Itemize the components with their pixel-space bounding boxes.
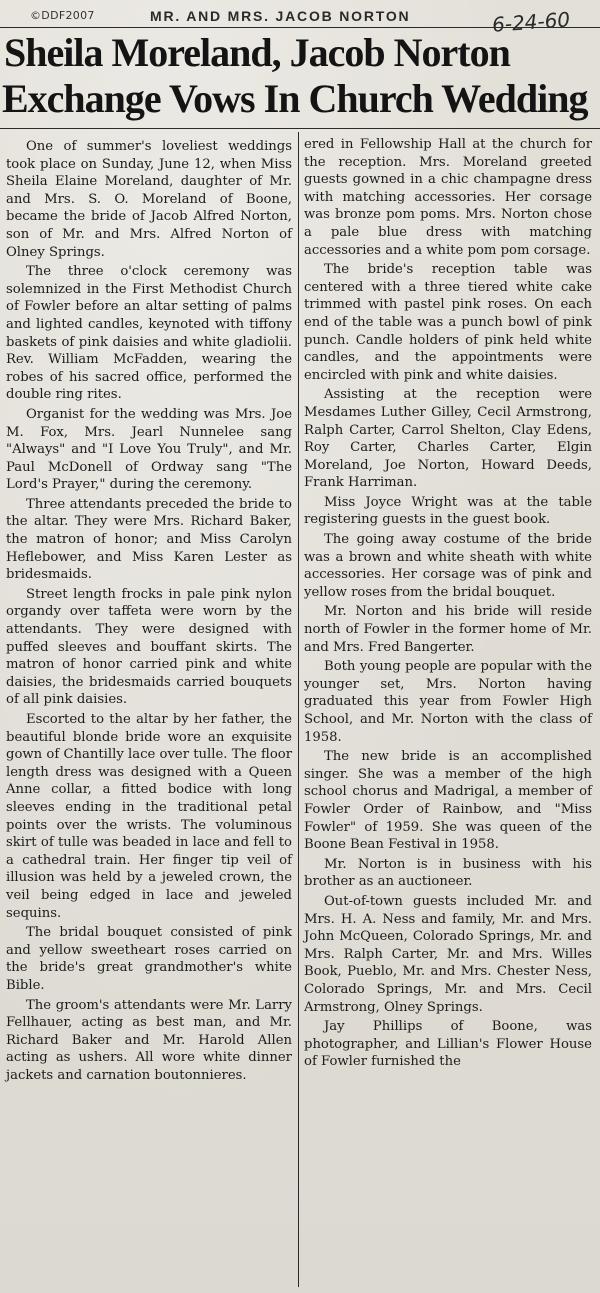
paragraph: The bride's reception table was centered with a three tiered white cake trimmed with pastel pink roses. On each end of the table was a punch bowl of pink punch. Candle holders of pink held white candles, and the appointments were encircled with pink and white daisies. [304, 262, 592, 383]
headline [0, 30, 600, 122]
paragraph: The going away costume of the bride was a brown and white sheath with white accessories. Her corsage was of pink and yellow roses from the bridal bouquet. [304, 532, 592, 600]
column-divider [298, 132, 299, 1287]
paragraph: Mr. Norton is in business with his brother as an auctioneer. [304, 856, 592, 890]
paragraph: The new bride is an accomplished singer. She was a member of the high school chorus and Madrigal, a member of Fowler Order of Rainbow, and "Miss Fowler" of 1959. She was queen of the Boone Bean Festival in 1958. [304, 749, 592, 853]
paragraph: The groom's attendants were Mr. Larry Fellhauer, acting as best man, and Mr. Richard Baker and Mr. Harold Allen acting as ushers. All wore white dinner jackets and carnation boutonnieres. [6, 997, 292, 1083]
copyright-watermark: ©DDF2007 [30, 9, 95, 22]
headline-line-2: Exchange Vows In Church Wedding [2, 76, 588, 121]
paragraph: The three o'clock ceremony was solemnized in the First Methodist Church of Fowler before an altar setting of palms and lighted candles, keynoted with tiffony baskets of pink daisies and white gladiolii. Rev. William McFadden, wearing the robes of his sacred office, performed the double ring rites. [6, 264, 292, 403]
headline-rule [0, 128, 600, 129]
paragraph: Miss Joyce Wright was at the table registering guests in the guest book. [304, 494, 592, 528]
paragraph: Three attendants preceded the bride to the altar. They were Mrs. Richard Baker, the matron of honor; and Miss Carolyn Heflebower, and Miss Karen Lester as bridesmaids. [6, 496, 292, 583]
paragraph: Assisting at the reception were Mesdames Luther Gilley, Cecil Armstrong, Ralph Carter, Carrol Shelton, Clay Edens, Roy Carter, Charles Carter, Elgin Moreland, Joe Norton, Howard Deeds, Frank Harriman. [304, 387, 592, 491]
left-column [6, 136, 292, 1084]
article-kicker: MR. AND MRS. JACOB NORTON [150, 8, 411, 24]
handwritten-date: 6-24-60 [491, 7, 571, 37]
headline-line-1: Sheila Moreland, Jacob Norton [4, 30, 510, 75]
paragraph: Jay Phillips of Boone, was photographer, and Lillian's Flower House of Fowler furnished the [304, 1019, 592, 1070]
continued-paragraph: ered in Fellowship Hall at the church for the reception. Mrs. Moreland greeted guests gowned in a chic champagne dress with matching accessories. Her corsage was bronze pom poms. Mrs. Norton chose a pale blue dress with matching accessories and a white pom pom corsage. [304, 137, 592, 258]
paragraph: Organist for the wedding was Mrs. Joe M. Fox, Mrs. Jearl Nunnelee sang "Always" and "I Love You Truly", and Mr. Paul McDonell of Ordway sang "The Lord's Prayer," during the ceremony. [6, 406, 292, 493]
paragraph: Both young people are popular with the younger set, Mrs. Norton having graduated this year from Fowler High School, and Mr. Norton with the class of 1958. [304, 659, 592, 745]
right-column [304, 136, 592, 1071]
paragraph: Street length frocks in pale pink nylon organdy over taffeta were worn by the attendants. They were designed with puffed sleeves and bouffant skirts. The matron of honor carried pink and white daisies, the bridesmaids carried bouquets of all pink daisies. [6, 586, 292, 708]
paragraph: One of summer's loveliest weddings took place on Sunday, June 12, when Miss Sheila Elaine Moreland, daughter of Mr. and Mrs. S. O. Moreland of Boone, became the bride of Jacob Alfred Norton, son of Mr. and Mrs. Alfred Norton of Olney Springs. [6, 139, 292, 260]
paragraph: Out-of-town guests included Mr. and Mrs. H. A. Ness and family, Mr. and Mrs. John McQueen, Colorado Springs, Mr. and Mrs. Ralph Carter, Mr. and Mrs. Willes Book, Pueblo, Mr. and Mrs. Chester Ness, Colorado Springs, Mr. and Mrs. Cecil Armstrong, Olney Springs. [304, 893, 592, 1015]
paragraph: Escorted to the altar by her father, the beautiful blonde bride wore an exquisite gown of Chantilly lace over tulle. The floor length dress was designed with a Queen Anne collar, a fitted bodice with long sleeves ending in the traditional petal points over the wrists. The voluminous skirt of tulle was beaded in lace and fell to a cathedral train. Her finger tip veil of illusion was held by a jeweled crown, the veil being edged in lace and jeweled sequins. [6, 712, 292, 921]
paragraph: The bridal bouquet consisted of pink and yellow sweetheart roses carried on the bride's great grandmother's white Bible. [6, 925, 292, 993]
paragraph: Mr. Norton and his bride will reside north of Fowler in the former home of Mr. and Mrs. Fred Bangerter. [304, 604, 592, 655]
top-rule [0, 27, 600, 28]
